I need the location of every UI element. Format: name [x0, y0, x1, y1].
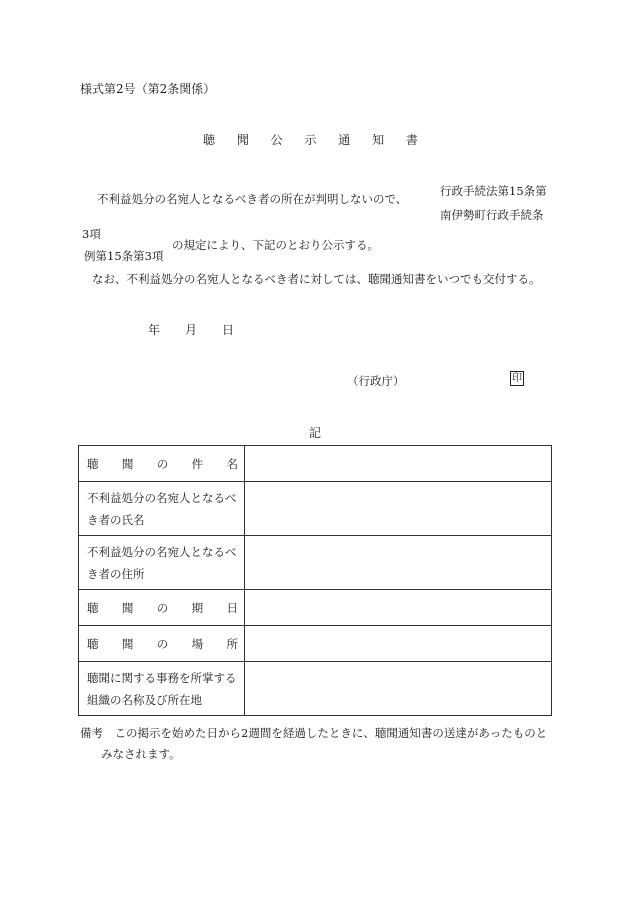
- label-char: 名: [226, 456, 238, 471]
- label-char: 所: [226, 636, 238, 651]
- label-char: の: [156, 600, 169, 615]
- delivery-note: なお、不利益処分の名宛人となるべき者に対しては、聴聞通知書をいつでも交付する。: [92, 272, 541, 286]
- intro-prefix: 不利益処分の名宛人となるべき者の所在が判明しないので、: [97, 192, 408, 206]
- label-char: 場: [191, 636, 204, 651]
- row-label-case-name: [79, 446, 245, 482]
- date-day: 日: [222, 323, 235, 337]
- remarks-line-2: みなされます。: [101, 747, 181, 761]
- law-option-1-line-b: 3項: [82, 227, 101, 241]
- label-char: の: [156, 636, 169, 651]
- label-char: 聴: [87, 636, 99, 651]
- label-char: 聞: [121, 636, 134, 651]
- row-value-place[interactable]: [245, 626, 552, 662]
- row-value-office[interactable]: [245, 662, 552, 716]
- table-row-place: [79, 626, 552, 662]
- intro-suffix: の規定により、下記のとおり公示する。: [172, 238, 379, 252]
- label-char: 聞: [121, 456, 134, 471]
- row-label-date: [79, 590, 245, 626]
- form-number: 様式第2号（第2条関係）: [80, 82, 216, 96]
- table-row-address: [79, 536, 552, 590]
- hearing-info-table: [78, 445, 552, 716]
- label-text: 聴聞に関する事務を所掌する組織の名称及び所在地: [87, 670, 237, 707]
- table-row-office: [79, 662, 552, 716]
- date-year: 年: [148, 323, 161, 337]
- row-label-address: [79, 536, 245, 590]
- label-char: 聞: [121, 600, 134, 615]
- row-label-place: [79, 626, 245, 662]
- label-char: 期: [191, 600, 204, 615]
- table-row-case-name: [79, 446, 552, 482]
- table-row-name: [79, 482, 552, 536]
- law-option-2-line-a: 南伊勢町行政手続条: [440, 208, 544, 222]
- label-char: 日: [226, 600, 238, 615]
- document-title: 聴 聞 公 示 通 知 書: [203, 133, 427, 147]
- label-char: 聴: [87, 600, 99, 615]
- row-value-case-name[interactable]: [245, 446, 552, 482]
- row-label-office: [79, 662, 245, 716]
- row-value-date[interactable]: [245, 590, 552, 626]
- label-char: 聴: [87, 456, 99, 471]
- row-value-address[interactable]: [245, 536, 552, 590]
- label-text: 不利益処分の名宛人となるべき者の住所: [87, 544, 237, 581]
- seal-mark: 印: [512, 373, 522, 384]
- agency-label: （行政庁）: [347, 374, 405, 388]
- row-label-name: [79, 482, 245, 536]
- law-option-1-line-a: 行政手続法第15条第: [440, 184, 547, 198]
- row-value-name[interactable]: [245, 482, 552, 536]
- law-option-2-line-b: 例第15条第3項: [84, 249, 164, 263]
- label-char: 件: [191, 456, 204, 471]
- ki-heading: 記: [308, 426, 321, 440]
- table-row-date: [79, 590, 552, 626]
- remarks-line-1: 備考 この掲示を始めた日から2週間を経過したときに、聴聞通知書の送達があったものと: [80, 726, 548, 740]
- label-char: の: [156, 456, 169, 471]
- label-text: 不利益処分の名宛人となるべき者の氏名: [87, 490, 237, 527]
- date-month: 月: [185, 323, 198, 337]
